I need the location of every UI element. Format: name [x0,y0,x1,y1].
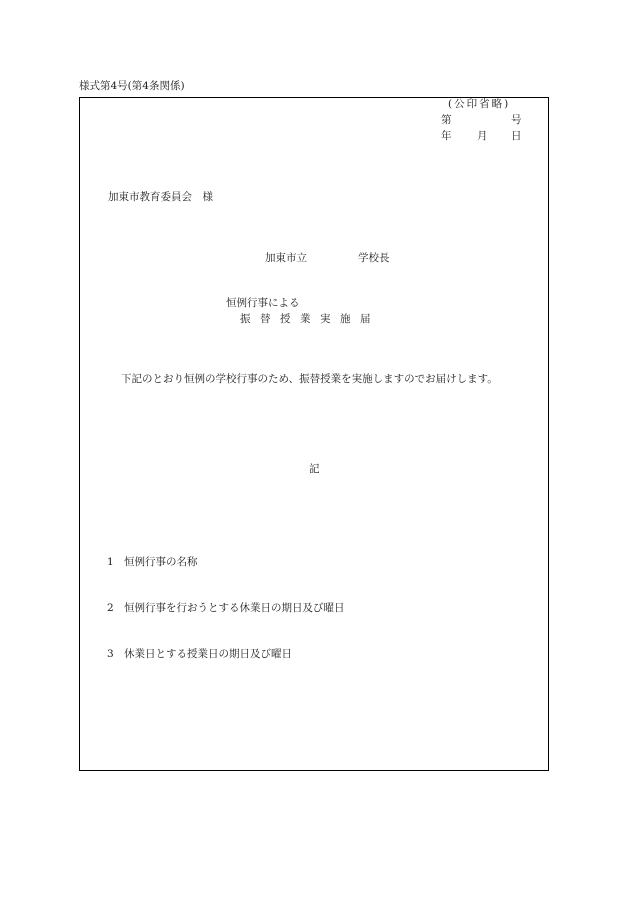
item-number: 3 [107,648,114,660]
item-text: 恒例行事の名称 [124,556,198,568]
date-year: 年 [441,130,452,142]
document-title-line1: 恒例行事による [226,297,300,309]
sender-school: 加東市立 [265,252,307,264]
form-label: 様式第4号(第4条関係) [79,80,185,92]
date-day: 日 [511,130,522,142]
doc-number-prefix: 第 [441,114,452,126]
item-number: 2 [107,602,114,614]
item-number: 1 [107,556,114,568]
body-text: 下記のとおり恒例の学校行事のため、振替授業を実施しますのでお届けします。 [121,373,498,385]
date-month: 月 [477,130,488,142]
seal-omitted-note: (公印省略) [448,98,511,110]
item-text: 休業日とする授業日の期日及び曜日 [124,648,292,660]
sender-title: 学校長 [358,252,390,264]
addressee: 加東市教育委員会 様 [108,191,213,203]
ki-heading: 記 [309,463,320,475]
doc-number-suffix: 号 [511,114,522,126]
item-text: 恒例行事を行おうとする休業日の期日及び曜日 [124,602,345,614]
document-title-line2: 振替授業実施届 [240,313,380,325]
